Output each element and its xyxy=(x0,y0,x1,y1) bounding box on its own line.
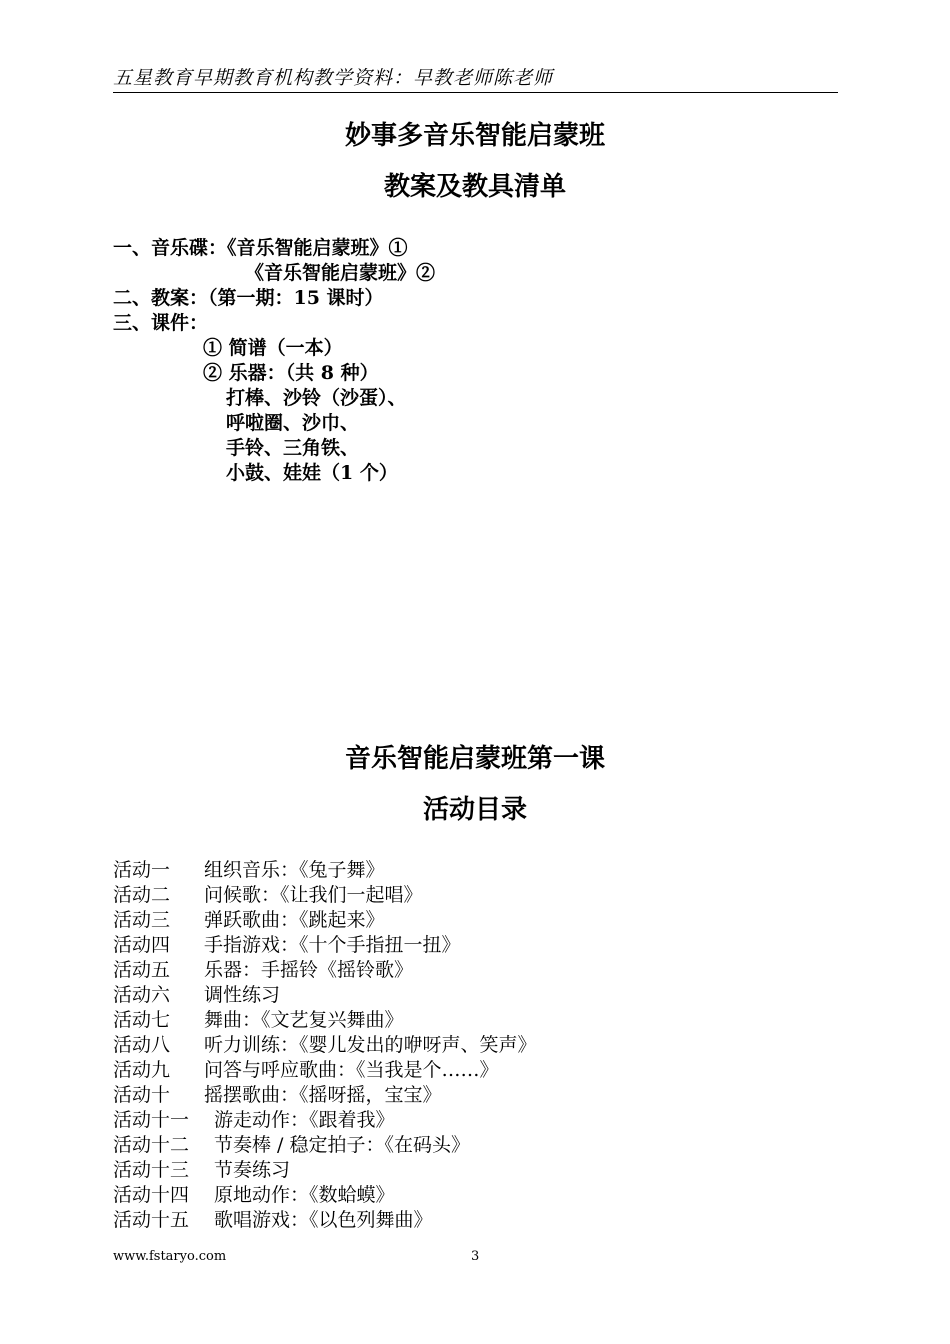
activity-number: 活动十 xyxy=(113,1084,171,1106)
main-subtitle: 教案及教具清单 xyxy=(383,172,566,202)
activity-row xyxy=(113,1008,404,1032)
activity-description: 舞曲：《文艺复兴舞曲》 xyxy=(204,1009,404,1031)
activity-number: 活动八 xyxy=(113,1034,171,1056)
activity-row xyxy=(113,858,385,882)
activity-row xyxy=(113,933,461,957)
page-header xyxy=(113,66,838,93)
activity-number: 活动一 xyxy=(113,859,171,881)
list-item-lesson-plan: 二、教案：（第一期：15 课时） xyxy=(113,287,384,309)
activity-description: 听力训练：《婴儿发出的咿呀声、笑声》 xyxy=(204,1034,537,1056)
activity-description: 摇摆歌曲：《摇呀摇，宝宝》 xyxy=(204,1084,442,1106)
activity-number: 活动十一 xyxy=(113,1109,190,1131)
instrument-line: 小鼓、娃娃（1 个） xyxy=(226,462,398,484)
activity-number: 活动二 xyxy=(113,884,171,906)
activity-list-title: 活动目录 xyxy=(422,795,527,825)
activity-number: 活动五 xyxy=(113,959,171,981)
activity-number: 活动六 xyxy=(113,984,171,1006)
activity-number: 活动七 xyxy=(113,1009,171,1031)
activity-description: 调性练习 xyxy=(204,984,281,1006)
activity-row xyxy=(113,1033,537,1057)
activity-description: 歌唱游戏：《以色列舞曲》 xyxy=(214,1209,433,1231)
activity-description: 乐器：手摇铃《摇铃歌》 xyxy=(204,959,414,981)
activity-row xyxy=(113,958,413,982)
instrument-line: 呼啦圈、沙巾、 xyxy=(226,412,360,434)
activity-row xyxy=(113,1058,499,1082)
activity-number: 活动九 xyxy=(113,1059,171,1081)
activity-number: 活动四 xyxy=(113,934,171,956)
activity-row xyxy=(113,1158,290,1182)
activity-number: 活动十三 xyxy=(113,1159,190,1181)
activity-description: 弹跃歌曲：《跳起来》 xyxy=(204,909,385,931)
sub-item-sheet-music: ① 简谱（一本） xyxy=(203,337,343,359)
activity-description: 问候歌：《让我们一起唱》 xyxy=(204,884,423,906)
activity-row xyxy=(113,1133,470,1157)
activity-number: 活动三 xyxy=(113,909,171,931)
activity-description: 节奏练习 xyxy=(214,1159,291,1181)
list-item-courseware: 三、课件： xyxy=(113,312,209,334)
page-number: 3 xyxy=(471,1249,480,1264)
activity-description: 游走动作：《跟着我》 xyxy=(214,1109,395,1131)
activity-description: 原地动作：《数蛤蟆》 xyxy=(214,1184,395,1206)
activity-number: 活动十五 xyxy=(113,1209,190,1231)
footer-website: www.fstaryo.com xyxy=(113,1249,227,1264)
activity-row xyxy=(113,983,280,1007)
list-item-music-cd: 一、音乐碟：《音乐智能启蒙班》① xyxy=(113,237,408,259)
header-text: 五星教育早期教育机构教学资料：早教老师陈老师 xyxy=(113,67,554,89)
list-item-music-cd-2: 《音乐智能启蒙班》② xyxy=(245,262,436,284)
activity-row xyxy=(113,883,423,907)
activity-row xyxy=(113,1208,433,1232)
activity-number: 活动十四 xyxy=(113,1184,190,1206)
main-title: 妙事多音乐智能启蒙班 xyxy=(344,121,605,151)
activity-row xyxy=(113,1108,395,1132)
activity-row xyxy=(113,1083,442,1107)
activity-description: 问答与呼应歌曲：《当我是个……》 xyxy=(204,1059,499,1081)
instrument-line: 手铃、三角铁、 xyxy=(226,437,360,459)
lesson-title: 音乐智能启蒙班第一课 xyxy=(344,744,605,774)
instrument-line: 打棒、沙铃（沙蛋）、 xyxy=(226,387,407,409)
activity-number: 活动十二 xyxy=(113,1134,190,1156)
activity-description: 组织音乐：《兔子舞》 xyxy=(204,859,385,881)
sub-item-instruments: ② 乐器：（共 8 种） xyxy=(203,362,379,384)
activity-row xyxy=(113,908,385,932)
activity-description: 手指游戏：《十个手指扭一扭》 xyxy=(204,934,461,956)
activity-description: 节奏棒 / 稳定拍子：《在码头》 xyxy=(214,1134,470,1156)
activity-row xyxy=(113,1183,395,1207)
